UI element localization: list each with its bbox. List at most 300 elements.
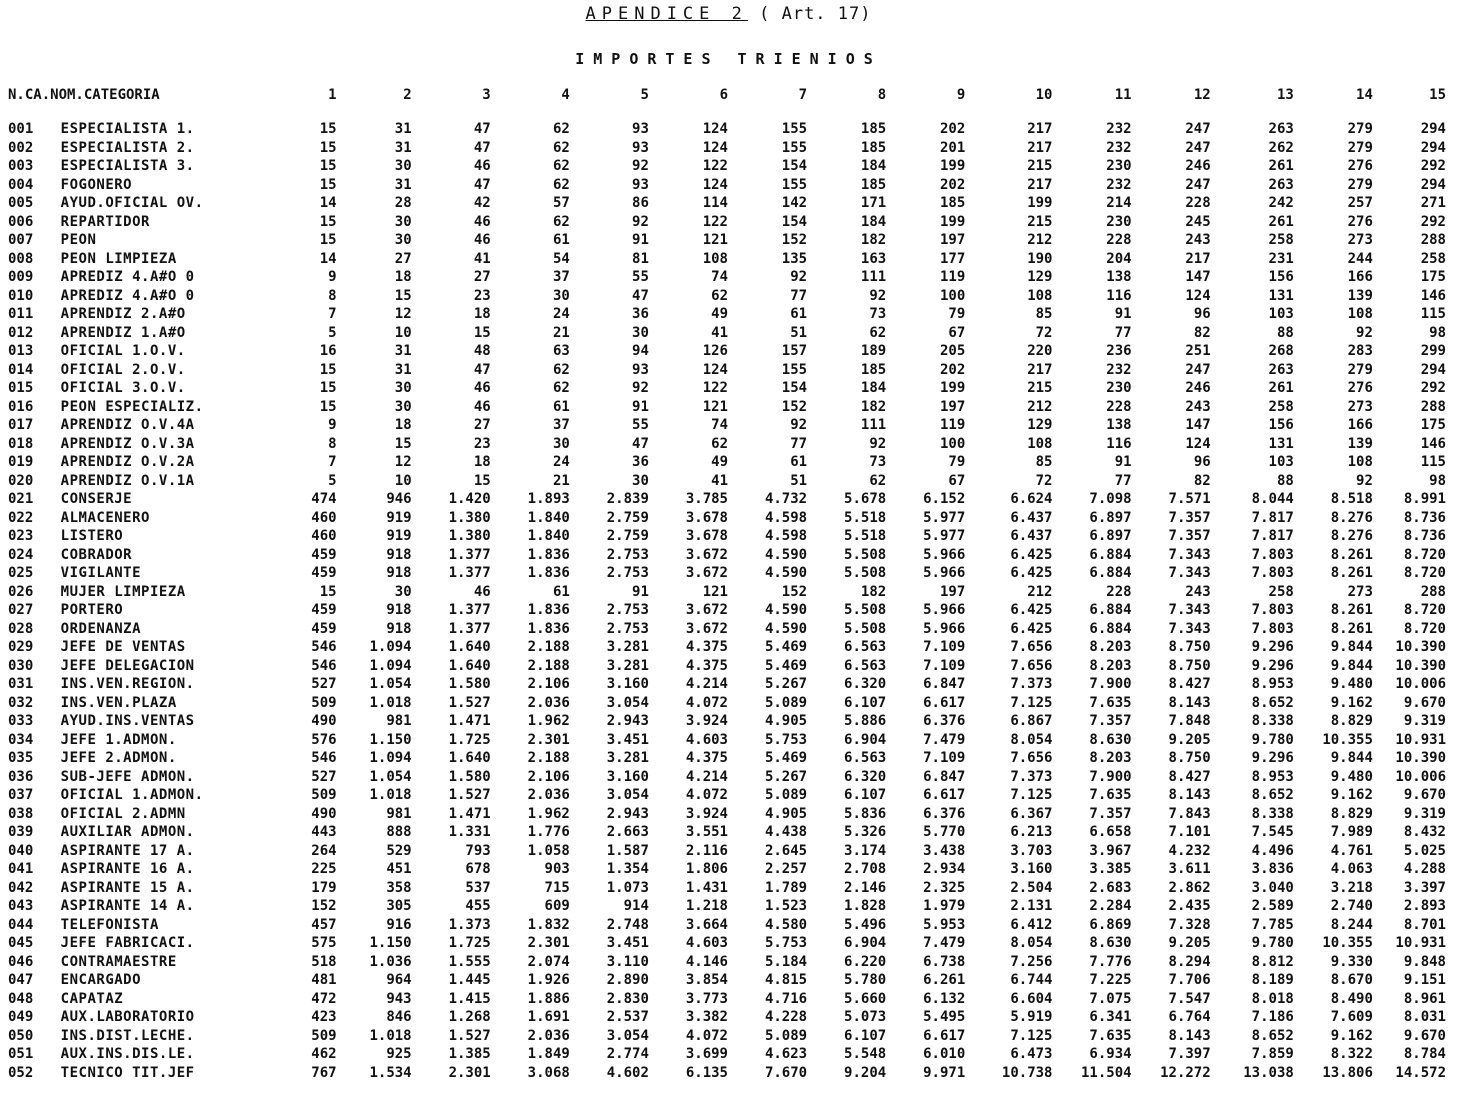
trienio-value-1: 9 [328, 417, 337, 434]
trienio-value-10: 6.437 [1010, 528, 1053, 545]
trienio-value-14: 8.261 [1330, 620, 1373, 637]
trienio-value-1: 509 [311, 1027, 337, 1044]
category-name: AYUD.OFICIAL OV. [60, 195, 204, 212]
trienio-value-12: 246 [1185, 380, 1211, 397]
trienio-value-15: 271 [1420, 195, 1446, 212]
trienio-value-14: 276 [1347, 380, 1373, 397]
trienio-value-12: 228 [1185, 195, 1211, 212]
category-code: 014 [8, 361, 34, 378]
category-name: COBRADOR [60, 546, 133, 563]
trienio-value-6: 122 [702, 213, 728, 230]
trienio-value-15: 10.006 [1395, 768, 1446, 785]
trienio-value-13: 9.780 [1251, 731, 1294, 748]
trienio-value-5: 36 [632, 306, 649, 323]
trienio-value-13: 8.652 [1251, 787, 1294, 804]
trienio-value-2: 1.094 [369, 657, 412, 674]
trienio-value-2: 916 [386, 916, 412, 933]
trienio-value-10: 7.656 [1010, 657, 1053, 674]
trienio-value-7: 4.598 [764, 509, 808, 526]
category-name: APRENDIZ O.V.2A [60, 454, 195, 471]
trienio-value-11: 7.900 [1089, 676, 1132, 693]
trienio-value-1: 443 [311, 824, 337, 841]
trienio-value-2: 30 [394, 398, 412, 415]
trienio-value-1: 15 [319, 139, 337, 156]
trienio-value-6: 1.218 [685, 898, 728, 915]
trienio-value-1: 481 [311, 972, 337, 989]
trienio-value-12: 2.435 [1168, 898, 1211, 915]
trienio-value-15: 10.931 [1395, 731, 1446, 748]
trienio-value-12: 82 [1193, 324, 1211, 341]
trienio-value-13: 3.040 [1251, 879, 1294, 896]
table-row [8, 416, 1450, 435]
trienio-value-11: 230 [1106, 158, 1132, 175]
trienio-value-8: 92 [869, 435, 887, 452]
trienio-value-5: 2.943 [606, 713, 649, 730]
trienio-value-8: 5.518 [844, 509, 887, 526]
category-name: OFICIAL 2.ADMN [60, 805, 186, 822]
table-row [8, 194, 1450, 213]
category-code: 033 [8, 713, 34, 730]
trienio-value-6: 41 [711, 324, 728, 341]
trienio-value-11: 232 [1106, 139, 1132, 156]
trienio-value-15: 9.151 [1403, 972, 1446, 989]
trienio-value-11: 214 [1106, 195, 1132, 212]
trienio-value-12: 7.397 [1168, 1046, 1211, 1063]
trienio-value-9: 5.966 [923, 565, 966, 582]
trienio-value-10: 129 [1027, 417, 1053, 434]
trienio-value-6: 121 [702, 232, 728, 249]
trienio-value-8: 5.508 [844, 546, 887, 563]
trienio-value-10: 5.919 [1010, 1009, 1053, 1026]
table-row [8, 509, 1450, 528]
trienio-value-9: 7.109 [923, 750, 966, 767]
trienio-value-2: 10 [394, 324, 412, 341]
trienio-value-8: 9.204 [844, 1064, 887, 1081]
trienio-value-8: 6.320 [844, 676, 887, 693]
trienio-value-4: 62 [552, 380, 570, 397]
trienio-value-4: 609 [544, 898, 570, 915]
category-code: 034 [8, 731, 34, 748]
trienio-value-14: 9.844 [1330, 657, 1373, 674]
trienio-value-13: 7.803 [1251, 546, 1294, 563]
category-code: 008 [8, 250, 34, 267]
trienio-value-7: 2.645 [764, 842, 808, 859]
trienio-value-15: 292 [1420, 158, 1446, 175]
table-row [8, 453, 1450, 472]
trienio-value-12: 245 [1185, 213, 1211, 230]
trienio-value-14: 3.218 [1330, 879, 1373, 896]
trienio-value-15: 115 [1420, 454, 1446, 471]
table-row [8, 916, 1450, 935]
trienio-value-14: 108 [1347, 306, 1373, 323]
trienio-value-10: 217 [1027, 139, 1053, 156]
trienio-value-8: 6.107 [844, 787, 887, 804]
trienio-value-9: 199 [939, 380, 966, 397]
trienio-value-14: 9.162 [1330, 787, 1373, 804]
trienio-value-11: 204 [1106, 250, 1132, 267]
trienio-value-7: 2.257 [764, 861, 808, 878]
table-row [8, 324, 1450, 343]
trienio-value-10: 217 [1027, 121, 1053, 138]
trienio-value-5: 3.054 [606, 1027, 649, 1044]
trienio-value-8: 62 [869, 472, 887, 489]
trienio-value-1: 460 [311, 528, 337, 545]
trienio-value-12: 7.571 [1168, 491, 1211, 508]
trienio-value-7: 5.753 [764, 731, 808, 748]
trienio-value-11: 232 [1106, 361, 1132, 378]
trienio-value-3: 1.527 [448, 694, 491, 711]
category-name: APRENDIZ O.V.3A [60, 435, 195, 452]
trienio-value-5: 2.890 [606, 972, 649, 989]
trienio-value-12: 247 [1185, 361, 1211, 378]
category-code: 046 [8, 953, 34, 970]
trienio-value-10: 10.738 [1001, 1064, 1053, 1081]
trienio-value-2: 305 [386, 898, 412, 915]
trienio-value-5: 3.054 [606, 787, 649, 804]
trienio-value-2: 1.018 [369, 694, 412, 711]
trienio-value-14: 9.162 [1330, 694, 1373, 711]
trienio-value-14: 273 [1347, 583, 1373, 600]
category-name: LISTERO [60, 528, 124, 545]
trienio-value-7: 4.590 [764, 565, 808, 582]
trienio-value-5: 93 [632, 139, 649, 156]
trienio-value-4: 30 [552, 435, 570, 452]
trienio-value-15: 8.720 [1403, 602, 1446, 619]
trienio-value-5: 3.160 [606, 768, 649, 785]
category-code: 047 [8, 972, 34, 989]
trienio-value-12: 217 [1185, 250, 1211, 267]
trienio-value-8: 5.508 [844, 620, 887, 637]
trienio-value-9: 199 [939, 158, 966, 175]
trienio-value-12: 12.272 [1160, 1064, 1211, 1081]
trienio-value-8: 182 [860, 398, 887, 415]
trienio-value-15: 10.390 [1395, 657, 1446, 674]
trienio-value-9: 119 [939, 269, 966, 286]
table-row [8, 805, 1450, 824]
trienio-value-15: 115 [1420, 306, 1446, 323]
trienio-value-8: 171 [860, 195, 887, 212]
trienio-value-8: 2.146 [844, 879, 887, 896]
trienio-value-11: 138 [1106, 269, 1132, 286]
trienio-value-15: 8.991 [1403, 491, 1446, 508]
trienio-value-5: 55 [632, 417, 649, 434]
trienio-value-15: 294 [1420, 361, 1446, 378]
trienio-value-1: 15 [319, 213, 337, 230]
trienio-value-13: 4.496 [1251, 842, 1294, 859]
trienio-value-11: 91 [1114, 306, 1132, 323]
trienio-value-7: 77 [790, 435, 808, 452]
trienio-value-14: 279 [1347, 176, 1373, 193]
trienio-value-8: 5.508 [844, 565, 887, 582]
trienio-value-13: 156 [1268, 269, 1294, 286]
trienio-value-9: 100 [939, 287, 966, 304]
trienio-value-7: 77 [790, 287, 808, 304]
category-code: 013 [8, 343, 34, 360]
trienio-value-2: 1.054 [369, 768, 412, 785]
category-name: FOGONERO [60, 176, 133, 193]
trienio-value-10: 215 [1027, 380, 1053, 397]
trienio-value-2: 943 [386, 990, 412, 1007]
trienio-value-5: 3.451 [606, 935, 649, 952]
category-code: 041 [8, 861, 34, 878]
trienio-value-15: 8.736 [1403, 528, 1446, 545]
trienio-value-10: 6.425 [1010, 546, 1053, 563]
category-code: 043 [8, 898, 34, 915]
table-row [8, 305, 1450, 324]
trienio-value-12: 251 [1185, 343, 1211, 360]
category-column-header: N.CA.NOM.CATEGORIA [8, 87, 160, 103]
trienio-value-1: 8 [328, 435, 337, 452]
category-code: 005 [8, 195, 34, 212]
trienio-value-13: 242 [1268, 195, 1294, 212]
trienio-value-11: 77 [1114, 472, 1132, 489]
trienio-value-2: 31 [394, 361, 412, 378]
trienio-value-15: 175 [1420, 269, 1446, 286]
trienio-value-5: 4.602 [606, 1064, 649, 1081]
trienio-value-9: 67 [948, 472, 966, 489]
category-code: 021 [8, 491, 34, 508]
trienio-value-4: 21 [552, 472, 570, 489]
category-name: CAPATAZ [60, 990, 124, 1007]
category-code: 036 [8, 768, 34, 785]
trienio-value-12: 7.343 [1168, 602, 1211, 619]
trienio-value-15: 294 [1420, 139, 1446, 156]
trienio-value-10: 190 [1027, 250, 1053, 267]
trienio-value-3: 2.301 [448, 1064, 491, 1081]
trienio-value-7: 5.469 [764, 750, 808, 767]
trienio-value-11: 8.203 [1089, 750, 1132, 767]
trienio-value-6: 124 [702, 139, 728, 156]
table-row [8, 990, 1450, 1009]
trienio-value-14: 108 [1347, 454, 1373, 471]
trienio-value-3: 1.380 [448, 509, 491, 526]
trienio-value-5: 47 [632, 435, 649, 452]
column-header-6: 6 [719, 87, 728, 103]
category-code: 016 [8, 398, 34, 415]
table-row [8, 749, 1450, 768]
trienio-value-15: 8.720 [1403, 620, 1446, 637]
trienio-value-5: 3.451 [606, 731, 649, 748]
trienio-value-10: 199 [1027, 195, 1053, 212]
category-name: OFICIAL 2.O.V. [60, 361, 186, 378]
trienio-value-13: 268 [1268, 343, 1294, 360]
trienio-value-13: 3.836 [1251, 861, 1294, 878]
trienio-value-12: 7.328 [1168, 916, 1211, 933]
trienio-value-6: 2.116 [685, 842, 728, 859]
column-header-15: 15 [1429, 87, 1446, 103]
trienio-value-15: 3.397 [1403, 879, 1446, 896]
trienio-value-2: 31 [394, 139, 412, 156]
trienio-value-10: 8.054 [1010, 935, 1053, 952]
trienio-value-11: 232 [1106, 176, 1132, 193]
trienio-value-7: 4.590 [764, 602, 808, 619]
trienio-value-3: 46 [473, 232, 491, 249]
trienio-value-5: 94 [632, 343, 649, 360]
trienio-value-4: 2.301 [527, 935, 570, 952]
trienio-value-7: 155 [781, 121, 808, 138]
trienio-value-3: 1.377 [448, 546, 491, 563]
trienio-value-3: 46 [473, 213, 491, 230]
column-header-10: 10 [1035, 87, 1053, 103]
trienio-value-11: 6.884 [1089, 565, 1132, 582]
trienio-value-7: 157 [781, 343, 808, 360]
trienio-value-8: 5.836 [844, 805, 887, 822]
trienio-value-9: 67 [948, 324, 966, 341]
trienio-value-4: 2.188 [527, 657, 570, 674]
trienio-value-12: 7.343 [1168, 565, 1211, 582]
trienio-value-4: 21 [552, 324, 570, 341]
trienio-value-1: 527 [311, 676, 337, 693]
trienio-value-11: 6.341 [1089, 1009, 1132, 1026]
trienio-value-4: 62 [552, 121, 570, 138]
trienio-value-10: 6.744 [1010, 972, 1053, 989]
category-name: INS.DIST.LECHE. [60, 1027, 195, 1044]
trienio-value-3: 48 [473, 343, 491, 360]
table-row [8, 176, 1450, 195]
trienio-value-14: 8.276 [1330, 509, 1373, 526]
trienio-value-4: 1.836 [527, 546, 570, 563]
trienio-value-5: 2.943 [606, 805, 649, 822]
trienio-value-11: 91 [1114, 454, 1132, 471]
trienio-value-15: 146 [1420, 435, 1446, 452]
trienio-value-6: 114 [702, 195, 728, 212]
trienio-value-12: 7.547 [1168, 990, 1211, 1007]
trienio-value-11: 8.630 [1089, 731, 1132, 748]
category-name: TECNICO TIT.JEF [60, 1064, 195, 1081]
trienio-value-4: 1.691 [527, 1009, 570, 1026]
trienio-value-13: 7.817 [1251, 509, 1294, 526]
trienio-value-14: 276 [1347, 158, 1373, 175]
trienio-value-6: 3.854 [685, 972, 728, 989]
trienio-value-7: 155 [781, 176, 808, 193]
trienio-value-7: 4.815 [764, 972, 808, 989]
trienio-value-3: 1.445 [448, 972, 491, 989]
trienio-value-10: 2.504 [1010, 879, 1053, 896]
trienio-value-7: 5.753 [764, 935, 808, 952]
trienio-value-1: 462 [311, 1046, 337, 1063]
trienio-value-13: 258 [1268, 583, 1294, 600]
trienio-value-12: 9.205 [1168, 731, 1211, 748]
table-row [8, 231, 1450, 250]
trienio-value-3: 537 [465, 879, 491, 896]
trienio-value-5: 81 [632, 250, 649, 267]
trienio-value-3: 47 [473, 176, 491, 193]
table-row [8, 435, 1450, 454]
trienio-value-12: 8.750 [1168, 750, 1211, 767]
trienio-value-5: 93 [632, 361, 649, 378]
trienio-value-8: 185 [860, 139, 887, 156]
trienio-value-11: 3.967 [1089, 842, 1132, 859]
trienio-value-12: 246 [1185, 158, 1211, 175]
trienio-value-7: 142 [781, 195, 808, 212]
trienio-value-4: 3.068 [527, 1064, 570, 1081]
trienio-value-6: 4.072 [685, 787, 728, 804]
trienio-value-15: 10.931 [1395, 935, 1446, 952]
category-name: AUX.LABORATORIO [60, 1009, 195, 1026]
trienio-value-2: 1.534 [369, 1064, 412, 1081]
trienio-value-3: 1.415 [448, 990, 491, 1007]
trienio-value-13: 7.803 [1251, 565, 1294, 582]
trienio-value-7: 5.184 [764, 953, 808, 970]
trienio-value-11: 8.630 [1089, 935, 1132, 952]
category-name: PEON LIMPIEZA [60, 250, 177, 267]
trienio-value-2: 12 [394, 454, 412, 471]
trienio-value-13: 2.589 [1251, 898, 1294, 915]
column-header-9: 9 [956, 87, 966, 103]
trienio-value-7: 4.590 [764, 546, 808, 563]
trienio-value-2: 918 [386, 546, 412, 563]
trienio-value-11: 7.225 [1089, 972, 1132, 989]
category-name: JEFE 2.ADMON. [60, 750, 177, 767]
trienio-value-1: 576 [311, 731, 337, 748]
trienio-value-11: 228 [1106, 398, 1132, 415]
category-code: 040 [8, 842, 34, 859]
trienio-value-14: 8.829 [1330, 713, 1373, 730]
trienio-value-10: 7.656 [1010, 750, 1053, 767]
trienio-value-3: 23 [473, 435, 491, 452]
category-code: 002 [8, 139, 34, 156]
trienio-value-9: 7.109 [923, 639, 966, 656]
trienio-value-8: 6.563 [844, 639, 887, 656]
trienio-value-6: 3.672 [685, 546, 728, 563]
category-code: 049 [8, 1009, 34, 1026]
trienio-value-5: 1.073 [606, 879, 649, 896]
trienio-value-1: 546 [311, 657, 337, 674]
trienio-value-14: 279 [1347, 121, 1373, 138]
trienio-value-5: 2.839 [606, 491, 649, 508]
trienio-value-4: 1.926 [527, 972, 570, 989]
trienio-value-1: 152 [311, 898, 337, 915]
trienio-value-8: 6.563 [844, 657, 887, 674]
trienio-value-4: 63 [552, 343, 570, 360]
trienio-value-2: 30 [394, 583, 412, 600]
trienio-value-3: 455 [465, 898, 491, 915]
trienio-value-7: 4.580 [764, 916, 808, 933]
trienio-value-3: 1.380 [448, 528, 491, 545]
trienio-value-8: 5.496 [844, 916, 887, 933]
trienio-value-7: 92 [790, 417, 808, 434]
trienio-value-10: 7.373 [1010, 768, 1053, 785]
trienio-value-9: 6.010 [923, 1046, 966, 1063]
trienio-value-2: 888 [386, 824, 412, 841]
table-row [8, 879, 1450, 898]
trienio-value-10: 7.125 [1010, 1027, 1053, 1044]
trienio-value-3: 793 [465, 842, 491, 859]
trienio-value-14: 279 [1347, 139, 1373, 156]
table-row [8, 490, 1450, 509]
trienio-value-11: 6.897 [1089, 528, 1132, 545]
trienio-value-2: 964 [386, 972, 412, 989]
category-name: OFICIAL 1.ADMON. [60, 787, 204, 804]
trienio-value-3: 47 [473, 121, 491, 138]
trienio-value-14: 10.355 [1322, 935, 1373, 952]
trienio-value-14: 9.330 [1330, 953, 1373, 970]
trienio-value-10: 6.473 [1010, 1046, 1053, 1063]
trienio-value-9: 2.934 [923, 861, 966, 878]
trienio-value-6: 3.664 [685, 916, 728, 933]
trienio-value-1: 457 [311, 916, 337, 933]
trienio-value-10: 2.131 [1010, 898, 1053, 915]
trienio-value-6: 3.551 [685, 824, 728, 841]
trienio-value-3: 1.725 [448, 731, 491, 748]
trienio-value-8: 6.320 [844, 768, 887, 785]
trienio-value-4: 62 [552, 139, 570, 156]
trienio-value-12: 3.611 [1168, 861, 1211, 878]
trienio-value-9: 7.479 [923, 935, 966, 952]
category-code: 003 [8, 158, 34, 175]
trienio-value-7: 5.089 [764, 694, 808, 711]
trienio-value-1: 14 [319, 250, 337, 267]
